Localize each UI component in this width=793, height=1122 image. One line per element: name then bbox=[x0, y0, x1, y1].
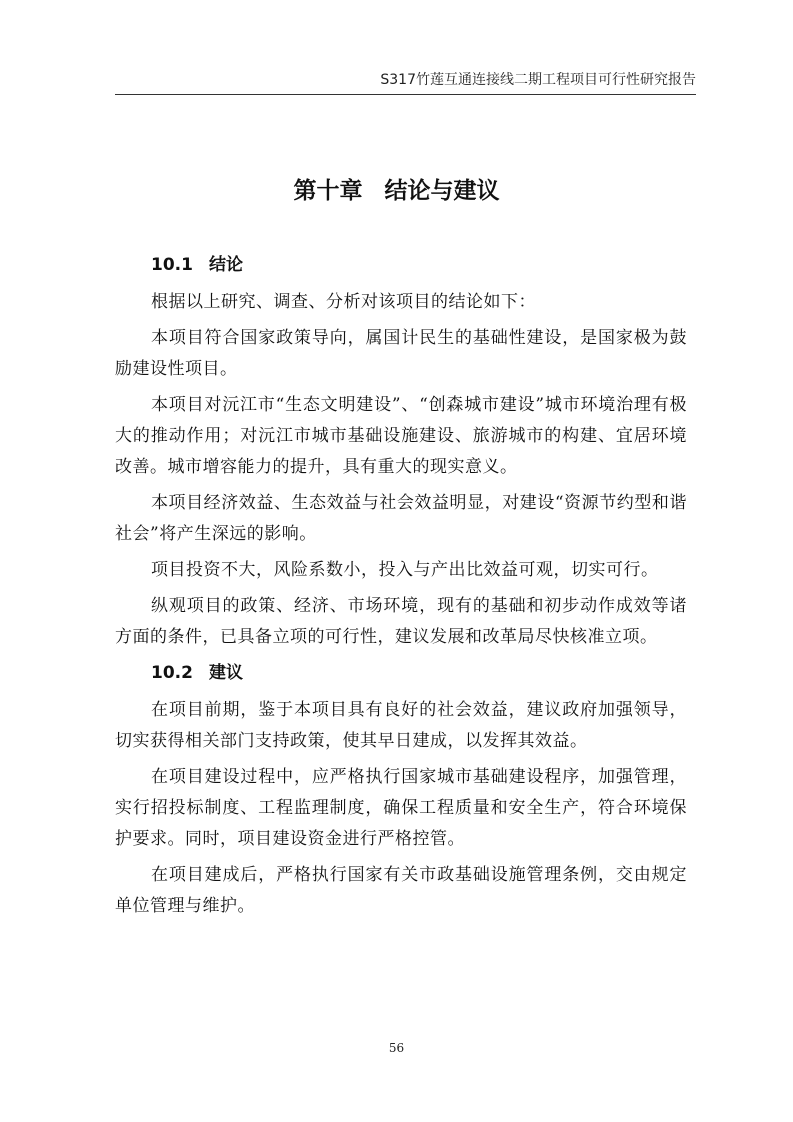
section-heading-recommendation bbox=[115, 658, 687, 689]
section-number: 10.2 bbox=[151, 663, 193, 683]
section-heading-conclusion bbox=[115, 250, 687, 281]
section-number: 10.1 bbox=[151, 255, 193, 275]
paragraph: 根据以上研究、调查、分析对该项目的结论如下： bbox=[151, 292, 536, 312]
paragraph: 在项目建设过程中，应严格执行国家城市基础建设程序，加强管理，实行招投标制度、工程监理制度，确保工程质量和安全生产，符合环境保护要求。同时，项目建设资金进行严格控管。 bbox=[115, 767, 687, 849]
running-header bbox=[115, 70, 696, 95]
paragraph: 本项目对沅江市“生态文明建设”、“创森城市建设”城市环境治理有极大的推动作用；对沅江市城市基础设施建设、旅游城市的构建、宜居环境改善。城市增容能力的提升，具有重大的现实意义。 bbox=[115, 395, 687, 477]
chapter-title bbox=[0, 175, 793, 207]
paragraph: 在项目前期，鉴于本项目具有良好的社会效益，建议政府加强领导，切实获得相关部门支持政策，使其早日建成，以发挥其效益。 bbox=[115, 700, 687, 751]
section-title: 建议 bbox=[209, 663, 243, 683]
paragraph: 在项目建成后，严格执行国家有关市政基础设施管理条例，交由规定单位管理与维护。 bbox=[115, 865, 687, 916]
chapter-number: 第十章 bbox=[293, 178, 363, 205]
paragraph: 纵观项目的政策、经济、市场环境，现有的基础和初步动作成效等诸方面的条件，已具备立项的可行性，建议发展和改革局尽快核准立项。 bbox=[115, 596, 687, 647]
section-title: 结论 bbox=[209, 255, 243, 275]
paragraph: 本项目符合国家政策导向，属国计民生的基础性建设，是国家极为鼓励建设性项目。 bbox=[115, 328, 687, 379]
chapter-title-text: 结论与建议 bbox=[384, 178, 500, 205]
paragraph: 本项目经济效益、生态效益与社会效益明显，对建设“资源节约型和谐社会”将产生深远的影响。 bbox=[115, 493, 687, 544]
running-header-title: S317竹莲互通连接线二期工程项目可行性研究报告 bbox=[380, 72, 696, 88]
document-body bbox=[115, 250, 687, 927]
paragraph: 项目投资不大，风险系数小，投入与产出比效益可观，切实可行。 bbox=[151, 560, 659, 580]
page-number: 56 bbox=[388, 1041, 405, 1055]
